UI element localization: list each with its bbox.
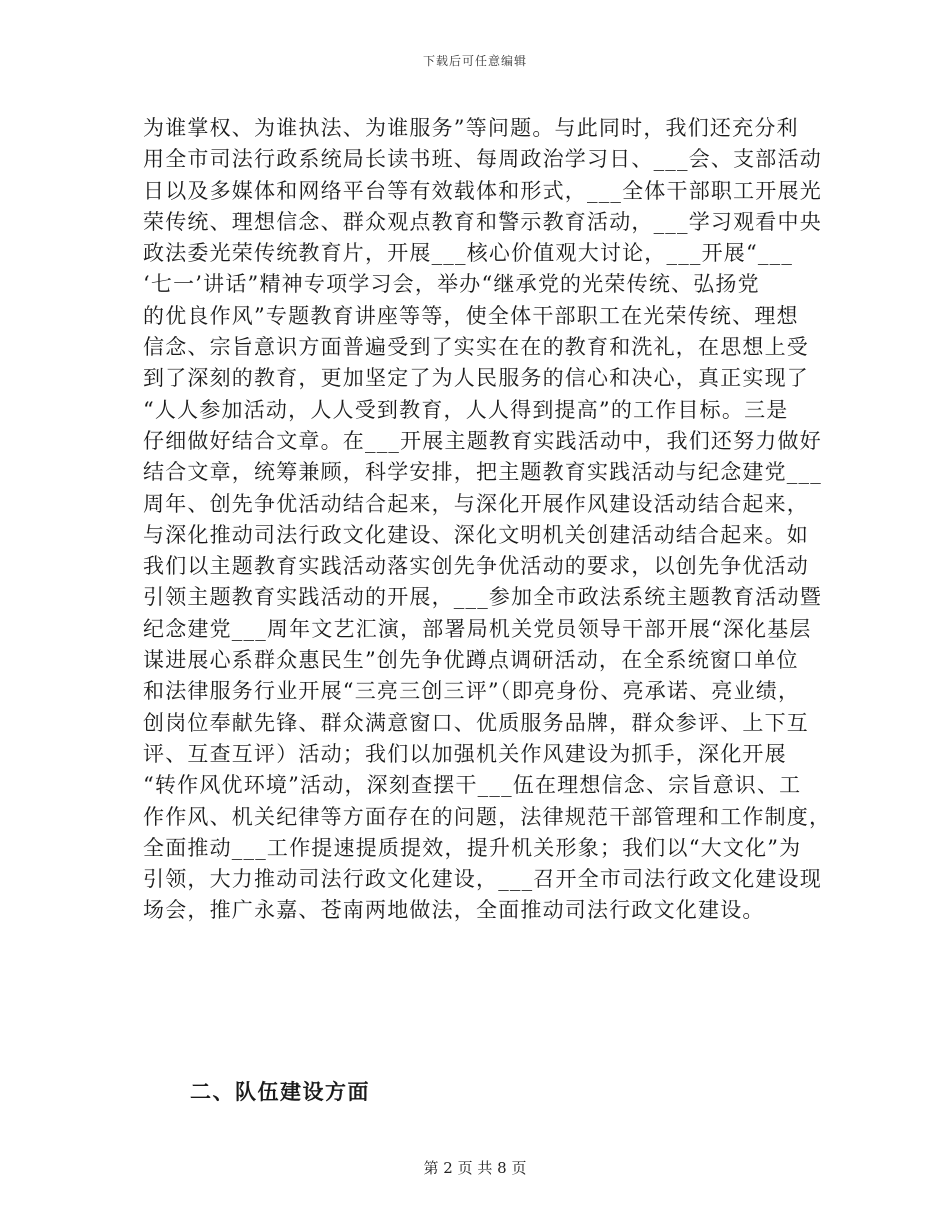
text-line: 全面推动___工作提速提质提效，提升机关形象；我们以“大文化”为	[143, 835, 802, 860]
text-line: 引领，大力推动司法行政文化建设，___召开全市司法行政文化建设现	[143, 867, 822, 892]
text-line: ‘七一’讲话”精神专项学习会，举办“继承党的光荣传统、弘扬党	[143, 272, 760, 297]
text-line: 周年、创先争优活动结合起来，与深化开展作风建设活动结合起来，	[143, 491, 809, 516]
body-paragraph	[143, 113, 832, 927]
text-line: 场会，推广永嘉、苍南两地做法，全面推动司法行政文化建设。	[143, 898, 765, 923]
section-heading: 二、队伍建设方面	[190, 1079, 370, 1104]
text-line: 结合文章，统筹兼顾，科学安排，把主题教育实践活动与纪念建党___	[143, 460, 822, 485]
text-line: 创岗位奉献先锋、群众满意窗口、优质服务品牌，群众参评、上下互	[143, 710, 809, 735]
text-line: 作作风、机关纪律等方面存在的问题，法律规范干部管理和工作制度，	[143, 804, 832, 829]
page-header: 下载后可任意编辑	[422, 54, 527, 68]
text-line: 我们以主题教育实践活动落实创先争优活动的要求，以创先争优活动	[143, 554, 809, 579]
text-line: 评、互查互评）活动；我们以加强机关作风建设为抓手，深化开展	[143, 741, 787, 766]
text-line: 荣传统、理想信念、群众观点教育和警示教育活动，___学习观看中央	[143, 209, 822, 234]
text-line: 谋进展心系群众惠民生”创先争优蹲点调研活动，在全系统窗口单位	[143, 648, 799, 673]
page-number: 第 2 页 共 8 页	[423, 1159, 527, 1177]
text-line: 用全市司法行政系统局长读书班、每周政治学习日、___会、支部活动	[143, 147, 822, 172]
text-line: 信念、宗旨意识方面普遍受到了实实在在的教育和洗礼，在思想上受	[143, 335, 809, 360]
text-line: 到了深刻的教育，更加坚定了为人民服务的信心和决心，真正实现了	[143, 366, 809, 391]
text-line: 日以及多媒体和网络平台等有效载体和形式，___全体干部职工开展光	[143, 178, 822, 203]
text-line: 仔细做好结合文章。在___开展主题教育实践活动中，我们还努力做好	[143, 428, 822, 453]
text-line: 引领主题教育实践活动的开展，___参加全市政法系统主题教育活动暨	[143, 585, 822, 610]
text-line: 为谁掌权、为谁执法、为谁服务”等问题。与此同时，我们还充分利	[143, 116, 799, 140]
text-line: “人人参加活动，人人受到教育，人人得到提高”的工作目标。三是	[143, 397, 789, 422]
text-line: 的优良作风”专题教育讲座等等，使全体干部职工在光荣传统、理想	[143, 303, 799, 328]
text-line: 和法律服务行业开展“三亮三创三评”（即亮身份、亮承诺、亮业绩，	[143, 679, 801, 704]
text-line: 纪念建党___周年文艺汇演，部署局机关党员领导干部开展“深化基层	[143, 616, 812, 641]
text-line: “转作风优环境”活动，深刻查摆干___伍在理想信念、宗旨意识、工	[143, 773, 802, 798]
text-line: 政法委光荣传统教育片，开展___核心价值观大讨论，___开展“___	[143, 241, 794, 266]
text-line: 与深化推动司法行政文化建设、深化文明机关创建活动结合起来。如	[143, 522, 809, 547]
